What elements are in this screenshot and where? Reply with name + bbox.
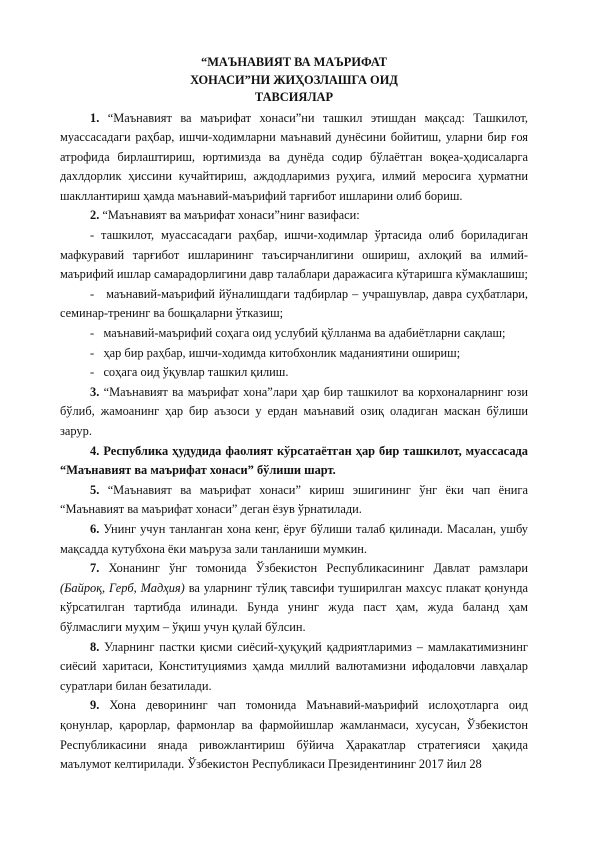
item-number: 7. — [90, 561, 100, 576]
paragraph-6 — [60, 520, 528, 559]
item-number: 8. — [90, 639, 100, 654]
paragraph-1 — [60, 109, 528, 207]
paragraph-8 — [60, 638, 528, 697]
title-line-2: ХОНАСИ”НИ ЖИҲОЗЛАШГА ОИД — [190, 72, 398, 87]
paragraph-4 — [60, 442, 528, 481]
bullet-item — [60, 226, 528, 285]
bullet-text: маънавий-маърифий соҳага оид услубий қўлланма ва адабиётларни сақлаш; — [103, 326, 506, 341]
bullet-item — [60, 285, 528, 324]
paragraph-text: ва уларнинг тўлиқ тавсифи туширилган махсус плакат қонунда кўрсатилган тартибда илинади. Бунда унинг жуда паст ҳам, жуда баланд ҳам бўлмаслиги муҳим – ўқиш учун қулай бўлсин. — [60, 580, 528, 634]
title-line-3: ТАВСИЯЛАР — [254, 90, 334, 104]
paragraph-text: “Маънавият ва маърифат хонаси”нинг вазифаси: — [102, 208, 360, 223]
item-number: 3. — [90, 384, 100, 399]
paragraph-7 — [60, 559, 528, 637]
item-number: 1. — [90, 110, 100, 125]
bullet-text: маънавий-маърифий йўналишдаги тадбирлар – учрашувлар, давра суҳбатлари, семинар-тренинг ва бошқаларни ўтказиш; — [60, 286, 528, 321]
paragraph-text: “Маънавият ва маърифат хона”лари ҳар бир ташкилот ва корхоналарнинг юзи бўлиб, жамоанинг ҳар бир аъзоси у ердан маънавий озиқ оладиган маскан бўлиши зарур. — [60, 384, 528, 438]
bullet-item — [60, 363, 528, 383]
item-number: 6. — [90, 521, 100, 536]
paragraph-text: “Маънавият ва маърифат хонаси” кириш эшигининг ўнг ёки чап ёнига “Маънавият ва маърифат хонаси” деган ёзув ўрнатилади. — [60, 482, 528, 517]
dash-marker: - — [90, 345, 95, 360]
paragraph-3 — [60, 383, 528, 442]
paragraph-text: Уларнинг пастки қисми сиёсий-ҳуқуқий қадриятларимиз – мамлакатимизнинг сиёсий харитаси, Конституциямиз ҳамда миллий валютамизни ифодаловчи лавҳалар суратлари билан безатилади. — [60, 639, 528, 693]
paragraph-text: Республика ҳудудида фаолият кўрсатаётган ҳар бир ташкилот, муассасада “Маънавият ва маърифат хонаси” бўлиши шарт. — [60, 443, 528, 478]
dash-marker: - — [90, 286, 95, 301]
paragraph-5 — [60, 481, 528, 520]
bullet-text: ташкилот, муассасадаги раҳбар, ишчи-ходимлар ўртасида олиб бориладиган мафкуравий тарғибот ишларининг таъсирчанлигини ошириш, ахлоқий ва илмий-маърифий ишлар самарадорлигини давр талаблари даражасига кўтаришга кўмаклашиш; — [60, 228, 528, 282]
paragraph-9 — [60, 696, 528, 774]
bullet-item — [60, 324, 528, 344]
item-number: 5. — [90, 482, 100, 497]
paragraph-text: Хона деворининг чап томонида Маънавий-маърифий ислоҳотларга оид қонунлар, қарорлар, фармонлар ва фармойишлар жамланмаси, хусусан, Ўзбекистон Республикасини янада ривожлантириш бўйича Ҳаракатлар стратегияси ҳақида маълумот келтирилади. Ўзбекистон Республикаси Президентининг 2017 йил 28 — [60, 698, 528, 772]
bullet-text: соҳага оид ўқувлар ташкил қилиш. — [103, 365, 289, 380]
item-number: 9. — [90, 698, 100, 713]
bullet-text: ҳар бир раҳбар, ишчи-ходимда китобхонлик маданиятини ошириш; — [103, 345, 461, 360]
paragraph-text: “Маънавият ва маърифат хонаси”ни ташкил этишдан мақсад: Ташкилот, муассасадаги раҳбар, ишчи-ходимларни маънавий дунёсини бойитиш, уларни бир ғоя атрофида бирлаштириш, юртимизда ва дунёда содир бўлаётган воқеа-ҳодисаларга дахлдорлик ҳиссини кучайтириш, аждодларимиз руҳига, илмий меросига ҳурматни шакллантириш ҳамда маънавий-маърифий тарғибот ишларини олиб бориш. — [60, 110, 528, 203]
title-line-1: “МАЪНАВИЯТ ВА МАЪРИФАТ — [201, 55, 387, 69]
paragraph-italic-text: (Байроқ, Герб, Мадҳия) — [60, 580, 185, 595]
dash-marker: - — [90, 365, 95, 380]
bullet-item — [60, 344, 528, 364]
paragraph-2 — [60, 206, 528, 226]
item-number: 2. — [90, 208, 100, 223]
paragraph-text: Хонанинг ўнг томонида Ўзбекистон Республикасининг Давлат рамзлари — [108, 561, 528, 576]
dash-marker: - — [90, 326, 95, 341]
paragraph-text: Унинг учун танланган хона кенг, ёруғ бўлиши талаб қилинади. Масалан, ушбу мақсадда кутубхона ёки маъруза зали танланиши мумкин. — [60, 521, 528, 556]
dash-marker: - — [90, 228, 95, 243]
document-title — [60, 54, 528, 107]
item-number: 4. — [90, 443, 100, 458]
